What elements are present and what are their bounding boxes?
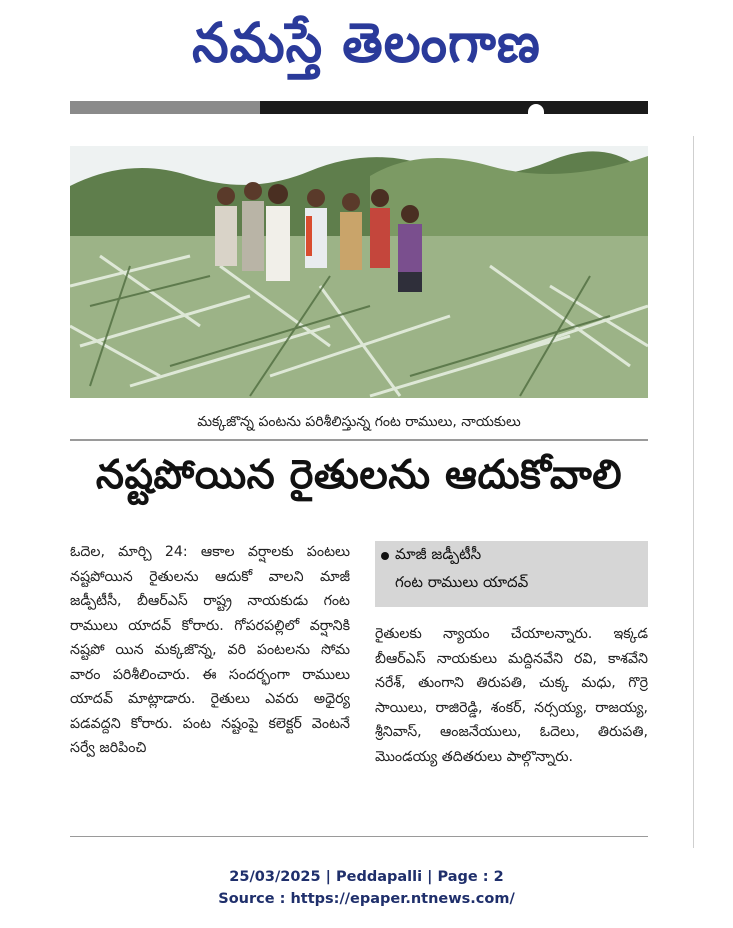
masthead-rule-black (260, 101, 648, 114)
column-divider (693, 136, 694, 848)
article-body-left (70, 540, 350, 761)
masthead-title: నమస్తే తెలంగాణ (192, 11, 541, 75)
bullet-icon (381, 552, 389, 560)
footer-source-line[interactable]: Source : https://epaper.ntnews.com/ (218, 891, 515, 907)
article-body-right (375, 622, 648, 769)
pullquote-box (375, 541, 648, 607)
photo-illustration (70, 146, 648, 398)
bottom-rule (70, 836, 648, 837)
news-photo (70, 146, 648, 398)
masthead-rule (70, 101, 648, 114)
masthead-rule-grey (70, 101, 260, 114)
photo-caption: మక్కజొన్న పంటను పరిశీలిస్తున్న గంట రాములు, నాయకులు (197, 414, 521, 430)
pullquote-line2: గంట రాములు యాదవ్ (395, 573, 529, 591)
caption-rule (70, 439, 648, 441)
footer-date-line: 25/03/2025 | Peddapalli | Page : 2 (229, 869, 504, 885)
article-paragraph-left: ఓదెల, మార్చి 24: ఆకాల వర్షాలకు పంటలు నష్టపోయిన రైతులను ఆదుకో వాలని మాజీ జడ్పీటీసీ, బీఆర్ఎస్ రాష్ట్ర నాయకుడు గంట రాములు యాదవ్ కోరారు. గోపరపల్లిలో వర్షానికి నష్టపో యిన మక్కజొన్న, వరి పంటలను సోమ వారం పరిశీలించారు. ఈ సందర్భంగా రాములు యాదవ్ మాట్లాడారు. రైతులు ఎవరు అధైర్య పడవద్దని కోరారు. పంట నష్టంపై కలెక్టర్ వెంటనే సర్వే జరిపించి (70, 544, 350, 756)
footer (0, 866, 733, 910)
article-headline: నష్టపోయిన రైతులను ఆదుకోవాలి (95, 452, 623, 498)
article-paragraph-right: రైతులకు న్యాయం చేయాలన్నారు. ఇక్కడ బీఆర్ఎస్ నాయకులు మద్దినవేని రవి, కాశవేని నరేశ్, తుంగాని తిరుపతి, చుక్క మధు, గొర్రె సాయిలు, రాజిరెడ్డి, శంకర్, నర్సయ్య, రాజయ్య, శ్రీనివాస్, ఆంజనేయులు, ఓదెలు, తిరుపతి, మొండయ్య తదితరులు పాల్గొన్నారు. (375, 626, 648, 765)
masthead (0, 0, 733, 100)
pullquote-line1: మాజీ జడ్పీటీసీ (395, 545, 482, 563)
